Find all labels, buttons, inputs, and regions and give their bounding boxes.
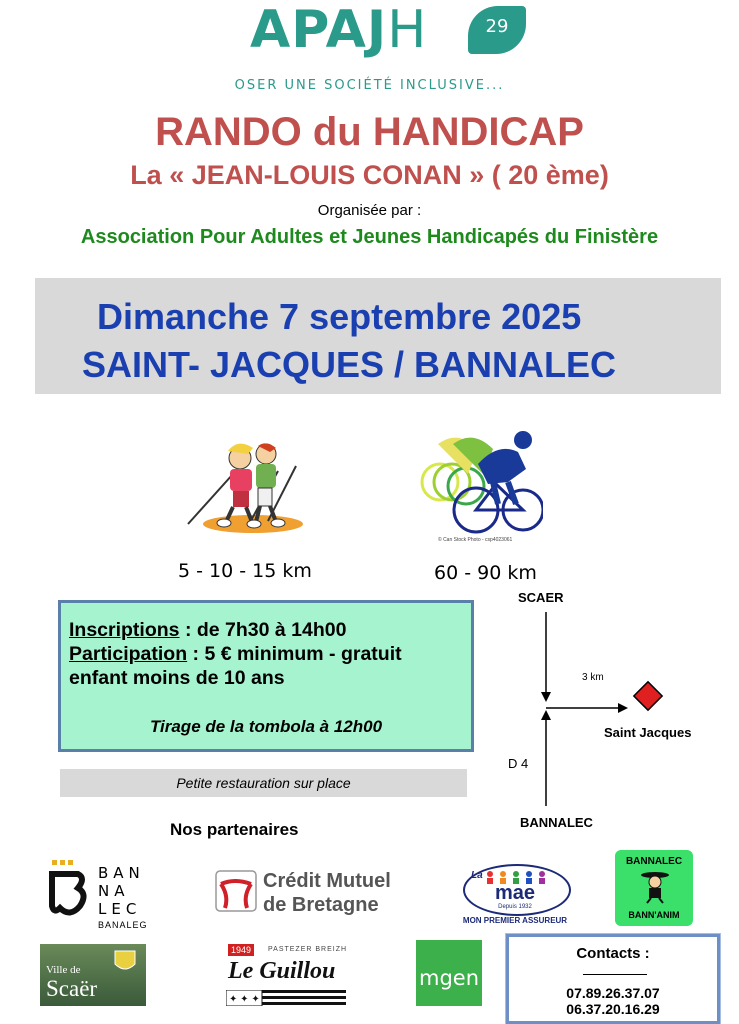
map-north-label: SCAER: [518, 590, 564, 605]
guillou-year: 1949: [228, 944, 254, 956]
walk-distance: 5 - 10 - 15 km: [178, 560, 312, 582]
scaer-logo: [40, 944, 146, 1006]
arrow-right-icon: [618, 703, 628, 713]
guillou-name: Le Guillou: [228, 958, 336, 984]
mgen-logo: [416, 940, 482, 1006]
brand-number: 29: [485, 16, 509, 37]
leaf-icon: [468, 6, 526, 54]
arrow-up-icon: [541, 710, 551, 720]
bike-distance: 60 - 90 km: [434, 562, 537, 584]
bannalec-line1: BAN: [98, 864, 145, 882]
guillou-flag-icon: [226, 990, 346, 1006]
mae-logo: [455, 862, 575, 928]
event-subtitle: La « JEAN-LOUIS CONAN » ( 20 ème): [130, 160, 609, 190]
map-destination: Saint Jacques: [604, 725, 692, 740]
cyclist-illustration: [418, 424, 543, 544]
tagline: OSER UNE SOCIÉTÉ INCLUSIVE...: [234, 78, 505, 93]
event-place: SAINT- JACQUES / BANNALEC: [82, 344, 617, 385]
bannanim-top: BANNALEC: [625, 856, 683, 867]
contact-phone-2: 06.37.20.16.29: [566, 1001, 660, 1017]
scaer-line1: Ville de: [46, 964, 81, 976]
info-box: [58, 600, 474, 752]
bannanim-bottom: BANN'ANIM: [628, 910, 680, 920]
svg-text:✦ ✦ ✦: ✦ ✦ ✦: [229, 994, 260, 1005]
destination-marker-icon: [634, 682, 662, 710]
bannalec-logo: [48, 856, 158, 934]
tombola-text: Tirage de la tombola à 12h00: [149, 717, 383, 736]
mgen-name: mgen: [418, 966, 480, 990]
guillou-top: PASTEZER BREIZH: [268, 946, 348, 953]
map-road: D 4: [508, 756, 529, 771]
bannalec-line3: LEC: [98, 900, 142, 918]
participation-value: : 5 € minimum - gratuit: [187, 643, 402, 665]
arrow-down-icon: [541, 692, 551, 702]
credit-mutuel-line1: Crédit Mutuel: [263, 870, 391, 892]
participation-row-2: enfant moins de 10 ans: [69, 667, 285, 689]
mae-name: mae: [494, 882, 536, 904]
credit-mutuel-emblem-icon: [215, 870, 257, 912]
inscriptions-value: : de 7h30 à 14h00: [179, 619, 347, 641]
directions-map: [490, 580, 730, 840]
contacts-box: [506, 934, 720, 1024]
brand-h: H: [387, 0, 428, 60]
credit-mutuel-logo: [215, 866, 415, 918]
brand-main: APAJ: [250, 0, 388, 60]
bannanim-character-icon: [635, 870, 675, 904]
scaer-crest-icon: [114, 950, 136, 974]
apajh-wordmark: [250, 0, 427, 60]
bannalec-line2: NA: [98, 882, 130, 900]
scaer-line2: Scaër: [46, 976, 98, 1001]
mae-since: Depuis 1932: [498, 904, 532, 910]
mae-tagline: MON PREMIER ASSUREUR: [462, 916, 568, 925]
contact-phone-1: 07.89.26.37.07: [566, 985, 660, 1001]
credit-mutuel-line2: de Bretagne: [263, 894, 379, 916]
event-date: Dimanche 7 septembre 2025: [97, 296, 582, 337]
bike-credit: © Can Stock Photo - csp4023061: [438, 537, 513, 543]
bannalec-emblem-icon: [48, 856, 98, 926]
bannanim-logo: [615, 850, 693, 926]
walkers-illustration: [178, 436, 308, 536]
restauration-text: Petite restauration sur place: [176, 775, 351, 791]
event-title: RANDO du HANDICAP: [155, 110, 584, 154]
organised-by: Organisée par :: [317, 202, 422, 219]
participation-label: Participation: [69, 643, 188, 665]
contacts-title: Contacts :: [576, 945, 650, 962]
mae-la: La: [471, 870, 483, 881]
map-south-label: BANNALEC: [520, 815, 593, 830]
map-distance: 3 km: [582, 672, 604, 683]
inscriptions-label: Inscriptions: [69, 619, 180, 641]
association-name: Association Pour Adultes et Jeunes Handicapés du Finistère: [80, 226, 659, 248]
inscriptions-row: [69, 619, 346, 642]
partners-title: Nos partenaires: [170, 820, 299, 839]
guillou-logo: [222, 944, 348, 1008]
contacts-divider: [583, 974, 647, 975]
bannalec-sub: BANALEG: [98, 920, 148, 930]
participation-row: [69, 643, 402, 666]
